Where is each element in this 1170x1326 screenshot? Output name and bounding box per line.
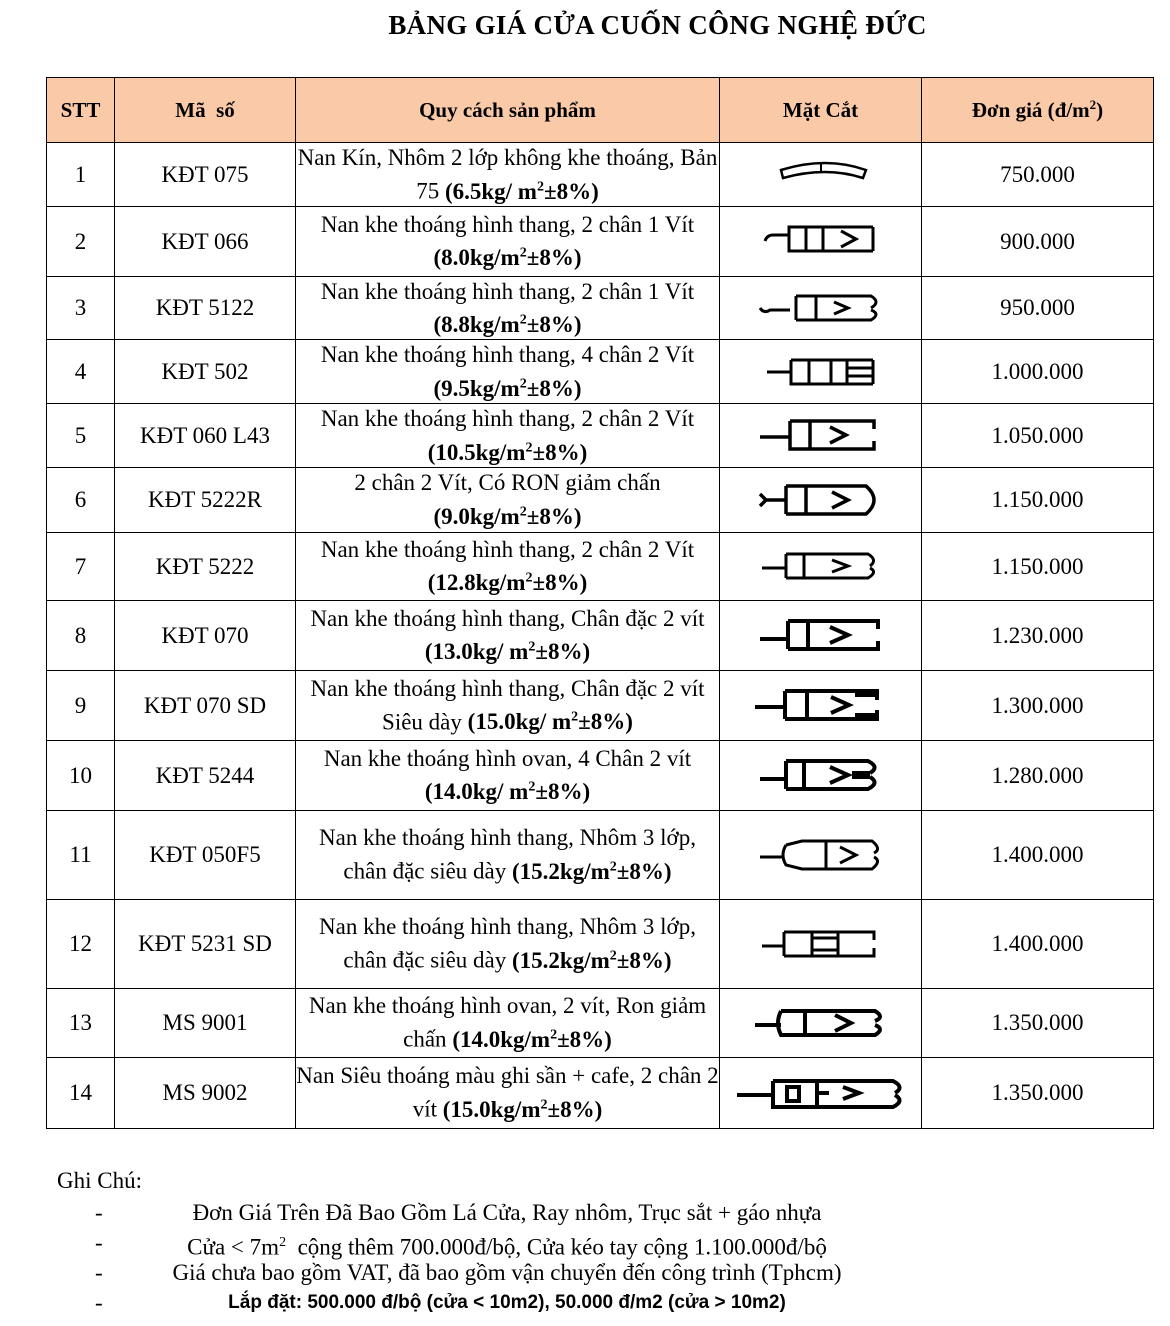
spec-weight <box>433 312 581 337</box>
cell-profile <box>720 740 922 810</box>
table-row <box>47 532 1154 600</box>
spec-weight-value: (15.2kg/m <box>512 947 610 973</box>
cell-stt: 11 <box>47 810 115 899</box>
cell-stt: 4 <box>47 340 115 404</box>
profile-cross-section-image <box>756 415 886 455</box>
cell-spec <box>296 403 720 467</box>
cell-price: 1.400.000 <box>922 810 1154 899</box>
cell-profile <box>720 1057 922 1128</box>
cell-code: KĐT 066 <box>115 206 296 276</box>
spec-weight <box>512 859 672 884</box>
cell-code: KĐT 5222 <box>115 532 296 600</box>
spec-text: Nan khe thoáng hình thang, Nhôm 3 lớp, chân đặc siêu dày <box>319 914 696 973</box>
header-price-close: ) <box>1096 98 1104 122</box>
cell-spec <box>296 340 720 404</box>
profile-cross-section-image <box>751 685 891 725</box>
cell-price: 950.000 <box>922 276 1154 340</box>
cell-spec <box>296 988 720 1057</box>
spec-weight <box>425 779 590 804</box>
cell-profile <box>720 206 922 276</box>
cell-code: KĐT 502 <box>115 340 296 404</box>
price-table <box>46 77 1154 1129</box>
note-text-b: cộng thêm 700.000đ/bộ, Cửa kéo tay cộng 1.100.000đ/bộ <box>286 1234 827 1260</box>
spec-weight-value: (8.8kg/m <box>433 312 520 338</box>
profile-cross-section-image <box>758 546 883 586</box>
cell-spec <box>296 276 720 340</box>
table-row <box>47 899 1154 988</box>
cell-code: KĐT 075 <box>115 143 296 207</box>
cell-price: 1.350.000 <box>922 988 1154 1057</box>
note-dash: - <box>95 1200 103 1225</box>
spec-text: Nan khe thoáng hình thang, 2 chân 2 Vít <box>320 405 695 431</box>
cell-code: KĐT 5122 <box>115 276 296 340</box>
spec-weight <box>425 639 590 664</box>
spec-weight-sup: 2 <box>525 439 533 455</box>
note-text-installation: Lắp đặt: 500.000 đ/bộ (cửa < 10m2), 50.000 đ/m2 (cửa > 10m2) <box>228 1292 786 1313</box>
spec-weight-sup: 2 <box>550 1027 558 1043</box>
cell-profile <box>720 467 922 532</box>
cell-price: 1.150.000 <box>922 467 1154 532</box>
spec-text: Nan khe thoáng hình thang, 2 chân 2 Vít <box>320 536 695 562</box>
spec-weight-value: (12.8kg/m <box>427 570 526 596</box>
spec-weight <box>512 948 672 973</box>
spec-weight <box>433 376 581 401</box>
spec-weight-tolerance: ±8%) <box>616 858 672 884</box>
cell-code: KĐT 5222R <box>115 467 296 532</box>
header-price <box>922 78 1154 143</box>
header-profile: Mặt Cắt <box>720 78 922 143</box>
table-row <box>47 600 1154 670</box>
spec-weight-tolerance: ±8%) <box>547 1096 603 1122</box>
table-row <box>47 276 1154 340</box>
spec-weight-sup: 2 <box>609 859 617 875</box>
note-text: Giá chưa bao gồm VAT, đã bao gồm vận chuyển đến công trình (Tphcm) <box>172 1260 842 1285</box>
notes-section <box>57 1168 1157 1318</box>
cell-code: KĐT 060 L43 <box>115 403 296 467</box>
spec-weight-tolerance: ±8%) <box>526 503 582 529</box>
spec-weight-sup: 2 <box>609 948 617 964</box>
spec-weight <box>428 440 588 465</box>
header-price-text: Đơn giá (đ/m <box>971 98 1090 122</box>
cell-code: MS 9002 <box>115 1057 296 1128</box>
cell-code: KĐT 070 SD <box>115 670 296 740</box>
cell-price: 1.000.000 <box>922 340 1154 404</box>
cell-stt: 7 <box>47 532 115 600</box>
note-item <box>57 1198 1157 1228</box>
cell-profile <box>720 276 922 340</box>
spec-weight-value: (6.5kg/ m <box>444 178 537 204</box>
spec-weight <box>443 1097 603 1122</box>
page-title: BẢNG GIÁ CỬA CUỐN CÔNG NGHỆ ĐỨC <box>388 10 927 40</box>
table-row <box>47 988 1154 1057</box>
profile-cross-section-image <box>756 755 886 795</box>
cell-price: 1.280.000 <box>922 740 1154 810</box>
cell-stt: 1 <box>47 143 115 207</box>
cell-code: KĐT 5231 SD <box>115 899 296 988</box>
spec-weight-sup: 2 <box>525 570 533 586</box>
cell-spec <box>296 1057 720 1128</box>
header-spec: Quy cách sản phẩm <box>296 78 720 143</box>
cell-price: 1.300.000 <box>922 670 1154 740</box>
cell-stt: 6 <box>47 467 115 532</box>
spec-text: Nan khe thoáng hình thang, Chân đặc 2 vít <box>310 605 705 631</box>
cell-spec <box>296 670 720 740</box>
profile-cross-section-image <box>733 1073 908 1113</box>
spec-text: Nan Kín, Nhôm 2 lớp không khe thoáng, Bản 75 <box>297 145 718 204</box>
cell-spec <box>296 532 720 600</box>
cell-spec <box>296 899 720 988</box>
cell-stt: 13 <box>47 988 115 1057</box>
cell-spec <box>296 206 720 276</box>
spec-text: Nan khe thoáng hình ovan, 4 Chân 2 vít <box>323 745 692 771</box>
spec-weight <box>445 179 599 204</box>
spec-weight-sup: 2 <box>540 1097 548 1113</box>
cell-stt: 9 <box>47 670 115 740</box>
note-item <box>57 1228 1157 1258</box>
cell-profile <box>720 670 922 740</box>
cell-profile <box>720 810 922 899</box>
spec-text: Nan khe thoáng hình thang, Nhôm 3 lớp, chân đặc siêu dày <box>319 825 696 884</box>
spec-weight-sup: 2 <box>571 709 579 725</box>
cell-price: 750.000 <box>922 143 1154 207</box>
cell-price: 1.350.000 <box>922 1057 1154 1128</box>
profile-cross-section-image <box>751 1003 891 1043</box>
cell-profile <box>720 899 922 988</box>
spec-weight-value: (13.0kg/ m <box>424 639 529 665</box>
header-stt: STT <box>47 78 115 143</box>
cell-price: 900.000 <box>922 206 1154 276</box>
profile-cross-section-image <box>761 221 881 261</box>
table-row <box>47 340 1154 404</box>
spec-weight <box>433 504 581 529</box>
profile-cross-section-image <box>771 154 871 194</box>
cell-spec <box>296 467 720 532</box>
spec-weight-sup: 2 <box>536 179 544 194</box>
profile-cross-section-image <box>756 288 886 328</box>
cell-profile <box>720 532 922 600</box>
notes-title: Ghi Chú: <box>57 1168 142 1193</box>
note-dash: - <box>95 1230 103 1255</box>
note-item <box>57 1288 1157 1318</box>
spec-weight-tolerance: ±8%) <box>543 178 599 204</box>
spec-weight-value: (15.0kg/ m <box>467 709 572 735</box>
cell-stt: 10 <box>47 740 115 810</box>
spec-weight-tolerance: ±8%) <box>532 439 588 465</box>
spec-text: Nan khe thoáng hình thang, 2 chân 1 Vít <box>320 211 695 237</box>
profile-cross-section-image <box>758 924 883 964</box>
cell-price: 1.050.000 <box>922 403 1154 467</box>
spec-weight-sup: 2 <box>519 504 527 520</box>
spec-text: Nan Siêu thoáng màu ghi sần + cafe, 2 chân 2 vít <box>296 1063 719 1122</box>
spec-weight-value: (15.2kg/m <box>512 858 610 884</box>
header-code: Mã số <box>115 78 296 143</box>
spec-text: Nan khe thoáng hình thang, 4 chân 2 Vít <box>320 342 695 368</box>
spec-weight-sup: 2 <box>528 779 536 795</box>
table-row <box>47 1057 1154 1128</box>
spec-weight-value: (9.0kg/m <box>433 503 520 529</box>
cell-profile <box>720 988 922 1057</box>
cell-code: KĐT 070 <box>115 600 296 670</box>
cell-price: 1.150.000 <box>922 532 1154 600</box>
profile-cross-section-image <box>756 835 886 875</box>
spec-weight-tolerance: ±8%) <box>616 947 672 973</box>
table-row <box>47 403 1154 467</box>
spec-text: Nan khe thoáng hình thang, Chân đặc 2 vít Siêu dày <box>310 675 705 735</box>
spec-text: Nan khe thoáng hình thang, 2 chân 1 Vít <box>320 278 695 304</box>
spec-weight-value: (14.0kg/m <box>452 1026 551 1052</box>
cell-price: 1.230.000 <box>922 600 1154 670</box>
spec-weight-sup: 2 <box>519 376 527 392</box>
cell-price: 1.400.000 <box>922 899 1154 988</box>
table-row <box>47 206 1154 276</box>
spec-weight-tolerance: ±8%) <box>526 375 582 401</box>
spec-weight-value: (8.0kg/m <box>433 245 520 271</box>
spec-weight-tolerance: ±8%) <box>526 245 582 271</box>
cell-code: KĐT 5244 <box>115 740 296 810</box>
spec-weight <box>433 245 581 270</box>
spec-weight-value: (10.5kg/m <box>427 439 526 465</box>
spec-weight <box>468 709 633 734</box>
profile-cross-section-image <box>756 615 886 655</box>
table-row <box>47 670 1154 740</box>
spec-weight-sup: 2 <box>519 312 527 328</box>
note-text-a: Cửa < 7m <box>187 1234 280 1260</box>
spec-weight <box>452 1027 612 1052</box>
cell-stt: 14 <box>47 1057 115 1128</box>
spec-weight-tolerance: ±8%) <box>535 639 591 665</box>
spec-weight-value: (15.0kg/m <box>442 1096 541 1122</box>
cell-stt: 8 <box>47 600 115 670</box>
profile-cross-section-image <box>761 352 881 392</box>
cell-stt: 12 <box>47 899 115 988</box>
cell-profile <box>720 600 922 670</box>
spec-weight-tolerance: ±8%) <box>535 779 591 805</box>
spec-weight-value: (9.5kg/m <box>433 375 520 401</box>
cell-spec <box>296 143 720 207</box>
note-dash: - <box>95 1260 103 1285</box>
cell-stt: 2 <box>47 206 115 276</box>
spec-weight <box>428 570 588 595</box>
spec-weight-tolerance: ±8%) <box>557 1026 612 1052</box>
spec-text: Nan khe thoáng hình ovan, 2 vít, Ron giảm chấn <box>308 993 707 1052</box>
table-row <box>47 143 1154 207</box>
spec-weight-value: (14.0kg/ m <box>424 779 529 805</box>
spec-text: 2 chân 2 Vít, Có RON giảm chấn <box>354 470 661 496</box>
spec-weight-tolerance: ±8%) <box>532 570 588 596</box>
spec-weight-sup: 2 <box>519 245 527 261</box>
cell-code: KĐT 050F5 <box>115 810 296 899</box>
profile-cross-section-image <box>756 480 886 520</box>
note-item <box>57 1258 1157 1288</box>
cell-spec <box>296 810 720 899</box>
table-row <box>47 467 1154 532</box>
cell-stt: 3 <box>47 276 115 340</box>
cell-profile <box>720 143 922 207</box>
table-header-row <box>47 78 1154 143</box>
cell-spec <box>296 740 720 810</box>
cell-profile <box>720 340 922 404</box>
spec-weight-tolerance: ±8%) <box>578 709 633 735</box>
table-row <box>47 810 1154 899</box>
cell-profile <box>720 403 922 467</box>
note-sup: 2 <box>279 1235 287 1250</box>
cell-spec <box>296 600 720 670</box>
table-row <box>47 740 1154 810</box>
cell-stt: 5 <box>47 403 115 467</box>
spec-weight-sup: 2 <box>528 639 536 655</box>
spec-weight-tolerance: ±8%) <box>526 312 582 338</box>
cell-code: MS 9001 <box>115 988 296 1057</box>
header-price-sup: 2 <box>1089 97 1097 112</box>
note-text: Đơn Giá Trên Đã Bao Gồm Lá Cửa, Ray nhôm, Trục sắt + gáo nhựa <box>192 1200 822 1225</box>
note-dash: - <box>95 1290 103 1315</box>
